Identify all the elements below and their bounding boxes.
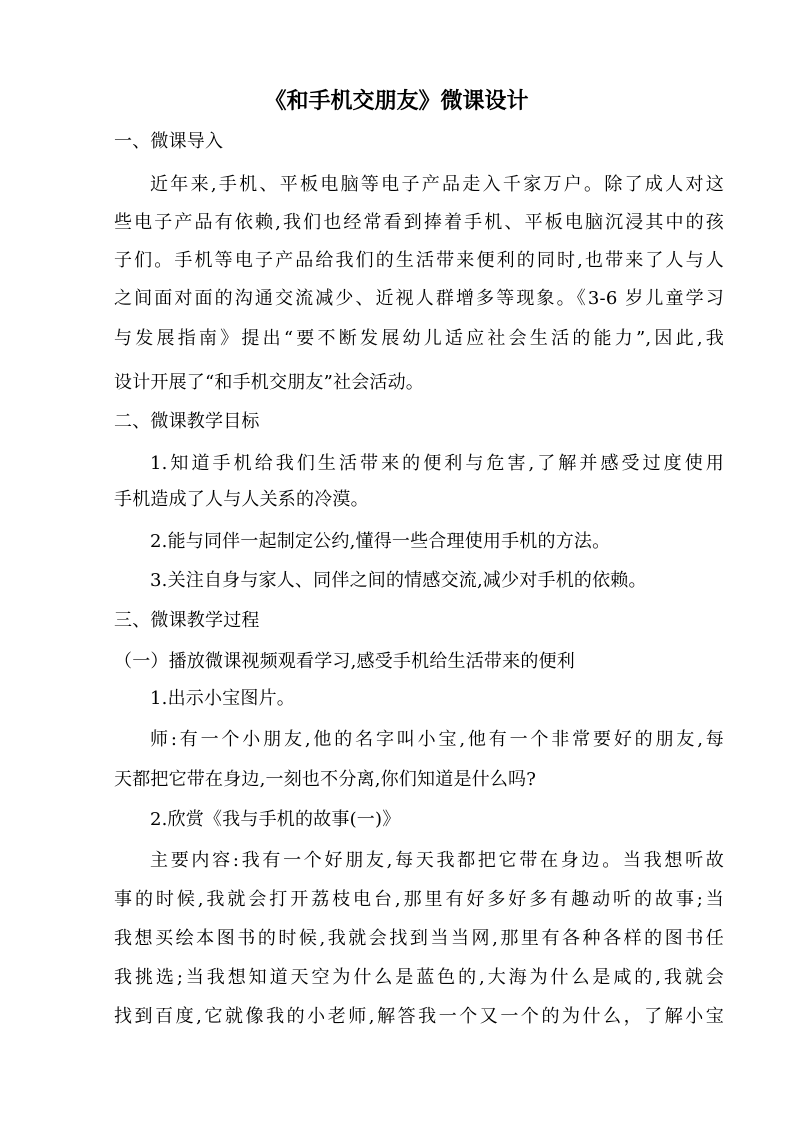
goal-item-1-continued: 手机造成了人与人关系的冷漠。 [114,489,369,510]
story-line: 主要内容:我有一个好朋友,每天我都把它带在身边。当我想听故 [150,850,724,871]
goal-item-1: 1.知道手机给我们生活带来的便利与危害,了解并感受过度使用 [150,453,724,474]
paragraph-line: 些电子产品有依赖,我们也经常看到捧着手机、平板电脑沉浸其中的孩 [114,212,724,233]
paragraph-line: 子们。手机等电子产品给我们的生活带来便利的同时,也带来了人与人 [114,250,724,271]
dialogue-line: 天都把它带在身边,一刻也不分离,你们知道是什么吗? [114,769,537,790]
paragraph-line: 与发展指南》提出“要不断发展幼儿适应社会生活的能力”,因此,我 [114,328,724,349]
paragraph-line: 设计开展了“和手机交朋友”社会活动。 [114,372,425,393]
subsection-heading-1: （一）播放微课视频观看学习,感受手机给生活带来的便利 [114,651,575,672]
step-1: 1.出示小宝图片。 [150,688,295,709]
section-heading-process: 三、微课教学过程 [114,610,260,631]
step-2: 2.欣赏《我与手机的故事(一)》 [150,809,401,830]
story-line: 找到百度,它就像我的小老师,解答我一个又一个的为什么，了解小宝 [114,1006,724,1027]
goal-item-3: 3.关注自身与家人、同伴之间的情感交流,减少对手机的依赖。 [150,570,647,591]
story-line: 事的时候,我就会打开荔枝电台,那里有好多好多有趣动听的故事;当 [114,889,724,910]
paragraph-line: 近年来,手机、平板电脑等电子产品走入千家万户。除了成人对这 [150,174,724,195]
document-title: 《和手机交朋友》微课设计 [264,88,529,114]
section-heading-intro: 一、微课导入 [114,131,224,152]
goal-item-2: 2.能与同伴一起制定公约,懂得一些合理使用手机的方法。 [150,531,611,552]
story-line: 我挑选;当我想知道天空为什么是蓝色的,大海为什么是咸的,我就会 [114,967,724,988]
dialogue-line: 师:有一个小朋友,他的名字叫小宝,他有一个非常要好的朋友,每 [150,729,724,750]
paragraph-line: 之间面对面的沟通交流减少、近视人群增多等现象。《3-6 岁儿童学习 [114,288,724,309]
section-heading-goals: 二、微课教学目标 [114,411,260,432]
story-line: 我想买绘本图书的时候,我就会找到当当网,那里有各种各样的图书任 [114,928,724,949]
